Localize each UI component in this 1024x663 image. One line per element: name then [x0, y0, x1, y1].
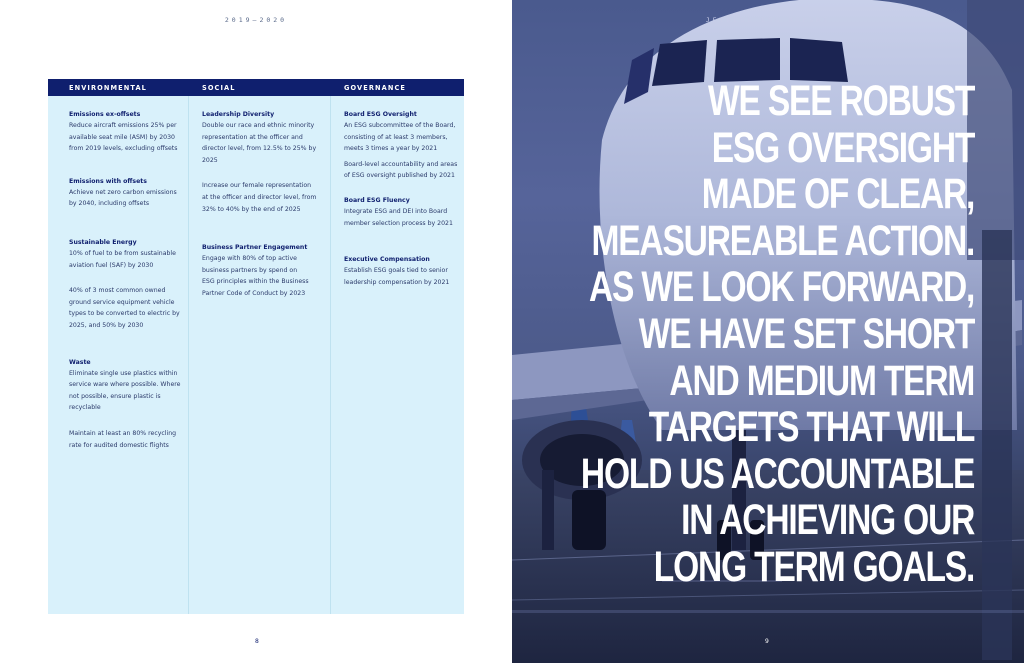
goal-text-line: at the officer and director level, from — [202, 193, 317, 201]
goal-text-line: available seat mile (ASM) by 2030 — [69, 133, 175, 141]
page-number: 9 — [765, 638, 769, 645]
goal-item — [344, 110, 464, 155]
goal-item — [69, 110, 189, 155]
goal-item — [69, 177, 189, 210]
goal-text-line: 10% of fuel to be from sustainable — [69, 249, 176, 257]
goal-title: Emissions ex-offsets — [69, 111, 141, 118]
goal-text-line: aviation fuel (SAF) by 2030 — [69, 261, 154, 269]
column-head-environmental: ENVIRONMENTAL — [69, 84, 147, 92]
quote-line: MADE OF CLEAR, — [701, 170, 974, 219]
quote-line: HOLD US ACCOUNTABLE — [580, 449, 974, 498]
pull-quote — [581, 78, 974, 591]
quote-line: ESG OVERSIGHT — [711, 123, 974, 172]
goal-text-line: Partner Code of Conduct by 2023 — [202, 289, 306, 297]
goal-text-line: representation at the officer and — [202, 133, 303, 141]
goal-text-line: not possible, ensure plastic is — [69, 392, 161, 400]
goal-item — [69, 428, 189, 451]
goal-text-line: Board-level accountability and areas — [344, 160, 458, 168]
goal-text-line: types to be converted to electric by — [69, 310, 180, 318]
goal-item — [69, 238, 189, 271]
quote-line: LONG TERM GOALS. — [653, 542, 974, 591]
column-head-governance: GOVERNANCE — [344, 84, 407, 92]
report-title: JETBLUE ESG REPORT — [705, 16, 831, 24]
quote-line: WE SEE ROBUST — [707, 77, 974, 125]
goal-title: Emissions with offsets — [69, 177, 147, 185]
goal-text-line: meets 3 times a year by 2021 — [344, 145, 438, 153]
goal-text-line: Double our race and ethnic minority — [202, 122, 315, 129]
goal-item — [202, 243, 322, 299]
goal-title: Waste — [69, 358, 91, 366]
quote-line: IN ACHIEVING OUR — [680, 496, 974, 545]
goal-text-line: leadership compensation by 2021 — [344, 278, 450, 286]
goal-text-line: director level, from 12.5% to 25% by — [202, 145, 317, 153]
goal-text-line: 40% of 3 most common owned — [69, 287, 166, 295]
social-column — [202, 110, 322, 322]
environmental-column — [69, 110, 189, 473]
goal-title: Business Partner Engagement — [202, 244, 308, 252]
goal-title: Board ESG Fluency — [344, 196, 410, 204]
goal-text-line: Increase our female representation — [202, 182, 312, 190]
governance-column — [344, 110, 464, 310]
goal-text-line: Eliminate single use plastics within — [69, 369, 178, 377]
goal-text-line: service ware where possible. Where — [69, 381, 181, 389]
column-head-social: SOCIAL — [202, 84, 236, 92]
goal-text-line: 2025 — [202, 156, 218, 164]
goal-text-line: Maintain at least an 80% recycling — [69, 429, 177, 437]
quote-line: MEASUREABLE ACTION. — [591, 216, 974, 265]
goal-item — [344, 159, 464, 182]
goal-item — [202, 110, 322, 166]
goal-title: Leadership Diversity — [202, 111, 275, 118]
table-header — [48, 79, 464, 96]
goal-item — [344, 255, 464, 288]
goal-text-line: of ESG oversight published by 2021 — [344, 172, 455, 180]
goal-title: Board ESG Oversight — [344, 111, 417, 118]
goal-text-line: by 2040, including offsets — [69, 200, 150, 208]
quote-line: TARGETS THAT WILL — [648, 403, 974, 452]
page-number: 8 — [255, 638, 259, 645]
goal-text-line: ESG principles within the Business — [202, 278, 309, 286]
goal-text-line: 2025, and 50% by 2030 — [69, 321, 144, 329]
goal-text-line: recyclable — [69, 404, 101, 412]
goal-title: Sustainable Energy — [69, 238, 137, 246]
goal-text-line: An ESG subcommittee of the Board, — [344, 122, 456, 129]
goal-title: Executive Compensation — [344, 256, 430, 264]
right-page — [512, 0, 1024, 663]
goal-text-line: business partners by spend on — [202, 266, 298, 274]
goal-text-line: Engage with 80% of top active — [202, 255, 297, 263]
quote-line: AND MEDIUM TERM — [669, 356, 974, 405]
goal-item — [344, 196, 464, 229]
year-header: 2019–2020 — [224, 16, 288, 24]
esg-goals-table — [48, 79, 464, 614]
goal-text-line: member selection process by 2021 — [344, 219, 453, 227]
goal-item — [69, 358, 189, 414]
goal-item — [202, 180, 322, 215]
goal-text-line: consisting of at least 3 members, — [344, 133, 448, 141]
goal-text-line: 32% to 40% by the end of 2025 — [202, 205, 301, 213]
goal-text-line: Integrate ESG and DEI into Board — [344, 207, 448, 215]
goal-text-line: from 2019 levels, excluding offsets — [69, 145, 178, 153]
quote-line: AS WE LOOK FORWARD, — [588, 263, 974, 312]
goal-text-line: rate for audited domestic flights — [69, 441, 169, 449]
goal-item — [69, 285, 189, 331]
column-divider — [330, 96, 331, 614]
goal-text-line: Establish ESG goals tied to senior — [344, 267, 448, 275]
goal-text-line: Achieve net zero carbon emissions — [69, 188, 177, 196]
quote-line: WE HAVE SET SHORT — [638, 309, 974, 358]
goal-text-line: Reduce aircraft emissions 25% per — [69, 122, 177, 129]
goal-text-line: ground service equipment vehicle — [69, 298, 175, 306]
